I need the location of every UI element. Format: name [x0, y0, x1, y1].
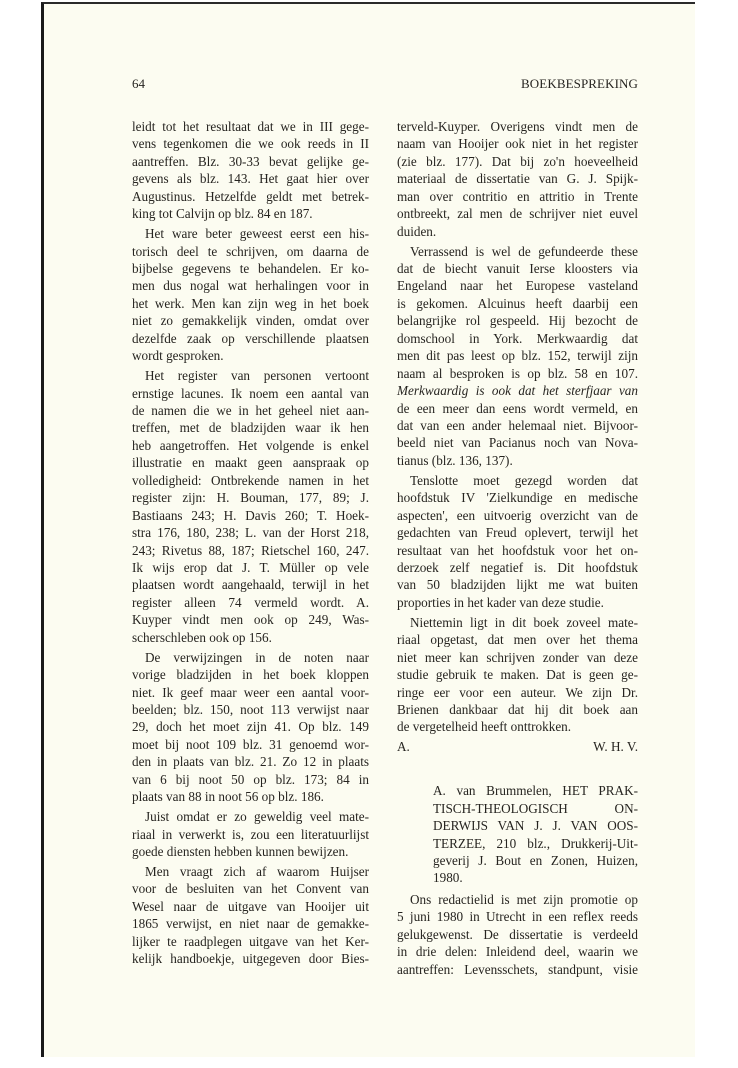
paragraph: [132, 649, 369, 806]
text-line: resultaat van het hoofdstuk voor het on-: [397, 542, 638, 558]
text-line: niet zo gemakkelijk vinden, omdat over: [132, 313, 369, 329]
text-line: lijker te raadplegen uitgave van het Ker-: [132, 933, 369, 949]
text-line: duiden.: [397, 223, 437, 239]
text-line: (zie blz. 177). Dat bij zo'n hoeveelheid: [397, 153, 638, 169]
text-line: belangrijke rol gespeeld. Hij bezocht de: [397, 313, 638, 329]
text-line: voor de besluiten van het Convent van: [132, 881, 369, 897]
book-reference-line: TERZEE, 210 blz., Drukkerij-Uit-: [433, 835, 638, 851]
text-line: van 50 bladzijden lijkt me wat buiten: [397, 577, 638, 593]
text-line: Augustinus. Hetzelfde geldt met betrek-: [132, 188, 369, 204]
text-line: king tot Calvijn op blz. 84 en 187.: [132, 206, 313, 222]
text-line: van 6 bij noot 50 op blz. 173; 84 in: [132, 771, 369, 787]
text-line: vorige bladzijden in het boek kloppen: [132, 667, 369, 683]
text-line: Merkwaardig is ook dat het sterfjaar van: [397, 383, 638, 399]
text-line: Verrassend is wel de gefundeerde these: [410, 243, 638, 259]
text-line: men dus nogal wat herhalingen voor in: [132, 278, 369, 294]
running-head: BOEKBESPREKING: [521, 76, 638, 91]
text-line: het werk. Men kan zijn weg in het boek: [132, 295, 369, 311]
text-line: Engeland naar het Europese vasteland: [397, 278, 638, 294]
left-column: [132, 118, 369, 968]
text-line: gevens als blz. 143. Het gaat hier over: [132, 171, 369, 187]
text-line: de vergetelheid heeft onttrokken.: [397, 719, 572, 735]
text-line: beeld niet van Pacianus noch van Nova-: [397, 435, 638, 451]
text-line: terveld-Kuyper. Overigens vindt men de: [397, 119, 638, 134]
text-line: derzoek zelf negatief is. Dit hoofdstuk: [397, 559, 638, 575]
text-line: 1865 verwijst, en niet naar de gemakke-: [132, 916, 369, 932]
text-line: dezelfde zaak op verschillende plaatsen: [132, 330, 369, 346]
text-line: plaatsen wordt aangehaald, terwijl in het: [132, 577, 369, 593]
text-line: men dit pas leest op blz. 152, terwijl zijn: [397, 348, 638, 364]
book-reference-line: 1980.: [433, 870, 463, 886]
text-line: treffen, met de bladzijden waar ik hen: [132, 420, 369, 436]
text-line: register zijn: H. Bouman, 177, 89; J.: [132, 490, 369, 506]
text-line: tianus (blz. 136, 137).: [397, 452, 513, 468]
book-reference: [433, 782, 638, 887]
text-line: Men vraagt zich af waarom Huijser: [145, 863, 369, 879]
paragraph: [397, 118, 638, 240]
text-line: Het register van personen vertoont: [145, 368, 369, 384]
text-line: wordt gesproken.: [132, 348, 224, 364]
text-line: riaal opgetast, dat men over het thema: [397, 632, 638, 648]
signature: [397, 738, 638, 755]
text-line: ernstige lacunes. Ik noem een aantal van: [132, 385, 369, 401]
text-line: Tenslotte moet gezegd worden dat: [410, 472, 638, 488]
text-line: volledigheid: Ontbrekende namen in het: [132, 472, 369, 488]
text-line: kelijk handboekje, uitgegeven door Bies-: [132, 951, 369, 967]
text-line: plaats van 88 in noot 56 op blz. 186.: [132, 789, 324, 805]
text-line: 29, doch het moet zijn 41. Op blz. 149: [132, 719, 369, 735]
text-line: illustratie en maakt geen aanspraak op: [132, 455, 369, 471]
text-line: ringe eer voor een auteur. We zijn Dr.: [397, 684, 638, 700]
text-line: dat de biecht vanuit Ierse kloosters via: [397, 261, 638, 276]
text-line: studie gebruik te maken. Dat is geen ge-: [397, 667, 638, 683]
text-line: register alleen 74 vermeld wordt. A.: [132, 594, 369, 610]
text-line: gedachten van Freud oplevert, terwijl het: [397, 525, 638, 541]
text-line: heb aangetroffen. Het volgende is enkel: [132, 437, 369, 453]
text-line: gelukgewenst. De dissertatie is verdeeld: [397, 926, 638, 942]
paragraph: [132, 367, 369, 646]
text-line: naam al besproken is op blz. 58 en 107.: [397, 365, 638, 381]
text-line: Wesel naar de uitgave van Hooijer uit: [132, 898, 369, 914]
text-line: scherschleben ook op 156.: [132, 629, 272, 645]
book-reference-line: DERWIJS VAN J. J. VAN OOS-: [433, 818, 638, 834]
text-line: dat van een ander helemaal niet. Bijvoor-: [397, 417, 638, 433]
book-reference-line: geverij J. Bout en Zonen, Huizen,: [433, 853, 638, 868]
text-line: is gekomen. Alcuinus heeft daarbij een: [397, 295, 638, 311]
text-line: Juist omdat er zo geweldig veel mate-: [145, 809, 369, 825]
text-line: leidt tot het resultaat dat we in III gege-: [132, 119, 369, 134]
text-line: 243; Rivetus 88, 187; Rietschel 160, 247.: [132, 542, 369, 558]
signature-right: W. H. V.: [593, 738, 638, 754]
text-line: Kuyper vindt men ook op 249, Was-: [132, 612, 369, 628]
text-line: Niettemin ligt in dit boek zoveel mate-: [410, 614, 638, 630]
text-line: goede diensten hebben kunnen bewijzen.: [132, 843, 349, 859]
text-line: aantreffen: Levensschets, standpunt, visie: [397, 961, 638, 977]
text-line: de een meer dan eens wordt vermeld, en: [397, 400, 638, 416]
text-line: in drie delen: Inleidend deel, waarin we: [397, 944, 638, 960]
right-column: [397, 118, 638, 978]
text-line: den in plaats van blz. 21. Zo 12 in plaats: [132, 754, 369, 770]
text-line: niet meer kan schrijven zonder van deze: [397, 649, 638, 665]
text-line: aspecten', een uitvoerig overzicht van de: [397, 507, 638, 523]
signature-left: A.: [397, 738, 410, 754]
text-line: man over contritio en attritio in Trente: [397, 188, 638, 204]
text-line: Ons redactielid is met zijn promotie op: [410, 891, 638, 907]
text-line: Ik wijs erop dat J. T. Müller op vele: [132, 559, 369, 575]
book-reference-line: A. van Brummelen, HET PRAK-: [433, 783, 638, 799]
paragraph: [397, 614, 638, 736]
paragraph: [132, 225, 369, 365]
paragraph: [132, 808, 369, 860]
text-line: Bastiaans 243; H. Davis 260; T. Hoek-: [132, 507, 369, 523]
paragraph: [132, 118, 369, 223]
paragraph: [397, 891, 638, 978]
text-line: stra 176, 180, 238; L. van der Horst 218,: [132, 525, 369, 541]
text-line: Brienen dankbaar dat hij dit boek aan: [397, 701, 638, 717]
paragraph: [132, 863, 369, 968]
text-line: ontbreekt, zal men de schrijver niet euvel: [397, 206, 638, 222]
paragraph: [397, 243, 638, 470]
text-line: hoofdstuk IV 'Zielkundige en medische: [397, 490, 638, 506]
text-line: beelden; blz. 150, noot 113 verwijst naar: [132, 701, 369, 717]
text-line: domschool in York. Merkwaardig dat: [397, 330, 638, 346]
text-line: moet bij noot 109 blz. 31 genoemd wor-: [132, 736, 369, 752]
text-line: de namen die we in het geheel niet aan-: [132, 403, 369, 418]
text-line: De verwijzingen in de noten naar: [145, 649, 369, 665]
text-line: proporties in het kader van deze studie.: [397, 594, 604, 610]
page-number: 64: [132, 76, 145, 91]
text-line: niet. Ik geef maar weer een aantal voor-: [132, 684, 369, 700]
text-line: riaal in verwerkt is, zou een literatuurlijst: [132, 826, 369, 842]
text-line: vens tegenkomen die we ook reeds in II: [132, 136, 369, 152]
text-line: materiaal de dissertatie van G. J. Spijk-: [397, 171, 638, 187]
text-line: Het ware beter geweest eerst een his-: [145, 226, 369, 242]
text-line: torisch deel te schrijven, om daarna de: [132, 243, 369, 259]
paragraph: [397, 472, 638, 612]
text-line: bijbelse gegevens te behandelen. Er ko-: [132, 261, 369, 276]
text-line: naam van Hooijer ook niet in het register: [397, 136, 638, 152]
book-reference-line: TISCH-THEOLOGISCH ON-: [433, 800, 638, 816]
text-line: 5 juni 1980 in Utrecht in een reflex reeds: [397, 909, 638, 925]
text-line: aantreffen. Blz. 30-33 bevat gelijke ge-: [132, 153, 369, 169]
